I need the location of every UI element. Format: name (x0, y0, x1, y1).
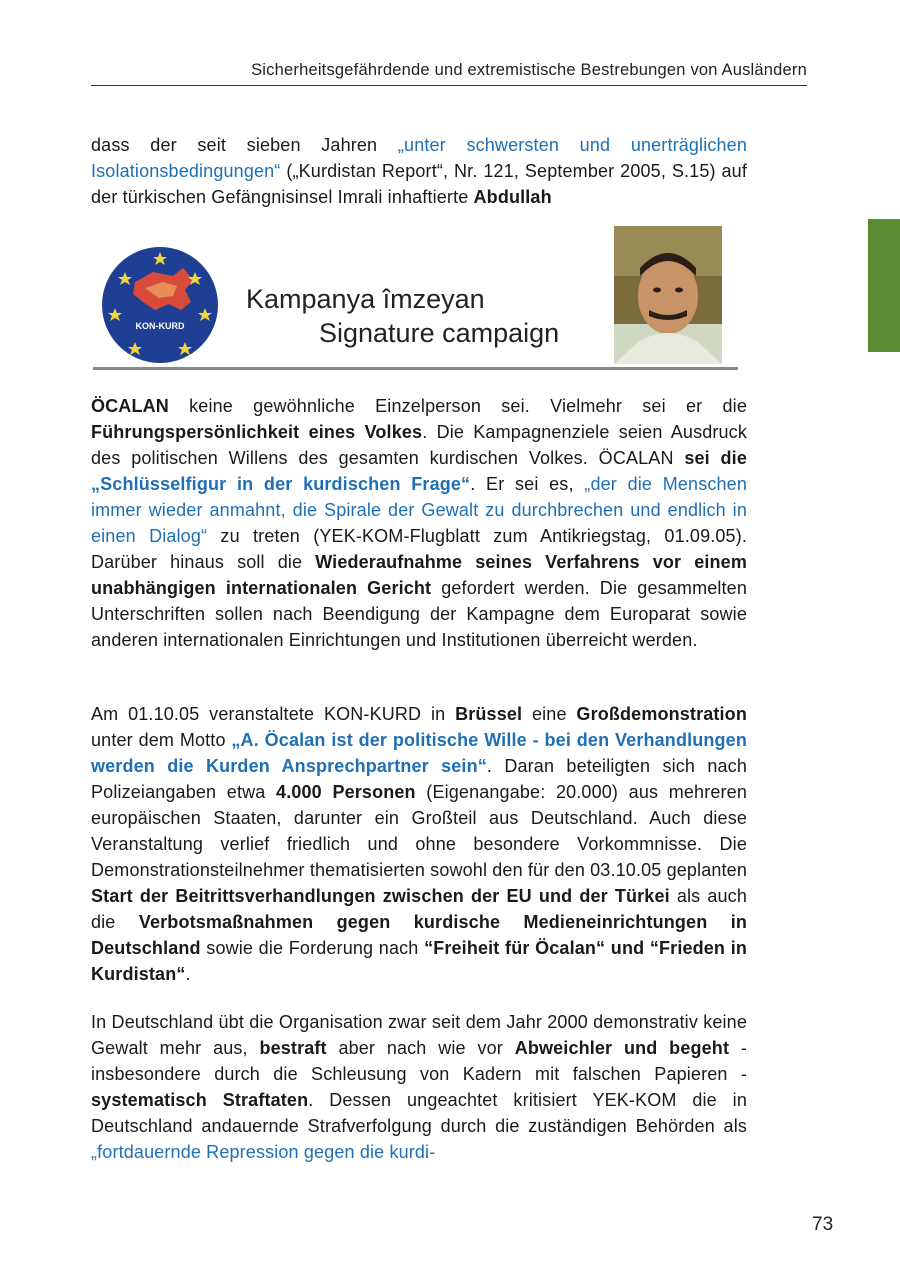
text-run: unter dem Motto (91, 730, 232, 750)
text-run: (Eigenangabe: 20.000) aus mehreren europäischen Staaten, darunter ein Großteil aus Deutschland. Auch diese Veranstaltung verlief friedlich und ohne besondere Vorkommnisse. Die Demonstrationsteilnehmer thematisierten sowohl den für den 03.10.05 geplanten (91, 782, 747, 880)
banner-line-2: Signature campaign (319, 318, 560, 348)
paragraph-4 (91, 1009, 747, 1165)
portrait-photo (614, 226, 722, 364)
text-run: eine (522, 704, 577, 724)
text-run: . Dessen ungeachtet kritisiert YEK-KOM die in Deutschland andauernde Strafverfolgung durch die zuständigen Behörden als (91, 1090, 747, 1136)
text-run: . Die Kampagnenziele seien Ausdruck des politischen Willens des gesamten kurdischen Volkes. ÖCALAN (91, 422, 747, 468)
text-run: („Kurdistan Report“, Nr. 121, September 2005, S.15) auf der türkischen Gefängnisinsel Imrali inhaftierte (91, 161, 747, 207)
bold-run: systematisch Straftaten (91, 1090, 309, 1110)
text-run: gefordert werden. Die gesammelten Unterschriften sollen nach Beendigung der Kampagne dem Europarat sowie anderen internationalen Einrichtungen und Institutionen überreicht werden. (91, 578, 747, 650)
paragraph-1 (91, 132, 747, 210)
bold-run: Start der Beitrittsverhandlungen zwischen der EU und der Türkei (91, 886, 670, 906)
text-run: . (185, 964, 191, 984)
bold-run: bestraft (259, 1038, 327, 1058)
bold-quote-run: „A. Öcalan ist der politische Wille - bei den Verhandlungen werden die Kurden Ansprechpartner sein“ (91, 730, 747, 776)
logo-text: KON-KURD (135, 321, 185, 331)
running-title: Sicherheitsgefährdende und extremistische Bestrebungen von Ausländern (251, 61, 807, 79)
banner-line-1: Kampanya îmzeyan (246, 284, 485, 314)
quote-run: „der die Menschen immer wieder anmahnt, die Spirale der Gewalt zu durchbrechen und endlich in einen Dialog“ (91, 474, 747, 546)
chapter-tab-marker (868, 219, 900, 352)
paragraph-2 (91, 393, 747, 653)
bold-run: Verbotsmaßnahmen gegen kurdische Medieneinrichtungen in Deutschland (91, 912, 747, 958)
bold-run: Wiederaufnahme seines Verfahrens vor einem unabhängigen internationalen Gericht (91, 552, 747, 598)
bold-run: Abdullah (473, 187, 552, 207)
kon-kurd-logo (102, 247, 218, 363)
text-run: zu treten (YEK-KOM-Flugblatt zum Antikriegstag, 01.09.05). Darüber hinaus soll die (91, 526, 747, 572)
quote-run: „fortdauernde Repression gegen die kurdi- (91, 1142, 436, 1162)
banner-graphic (93, 224, 738, 372)
paragraph-3 (91, 701, 747, 987)
text-run: Am 01.10.05 veranstaltete KON-KURD in (91, 704, 456, 724)
quote-run: „unter schwersten und unerträglichen Isolationsbedingungen“ (91, 135, 747, 181)
bold-run: Brüssel (455, 704, 523, 724)
bold-run: “Freiheit für Öcalan“ und “Frieden in Kurdistan“ (91, 938, 747, 984)
bold-run: Führungspersönlichkeit eines Volkes (91, 422, 423, 442)
signature-campaign-banner (93, 224, 738, 372)
text-run: - insbesondere durch die Schleusung von Kadern mit falschen Papieren - (91, 1038, 748, 1084)
text-run: . Er sei es, (470, 474, 585, 494)
bold-quote-run: „Schlüsselfigur in der kurdischen Frage“ (91, 474, 471, 494)
bold-run: Abweichler und begeht (514, 1038, 730, 1058)
text-run: In Deutschland übt die Organisation zwar seit dem Jahr 2000 demonstrativ keine Gewalt mehr aus, (91, 1012, 747, 1058)
text-run: keine gewöhnliche Einzelperson sei. Vielmehr sei er die (168, 396, 747, 416)
text-run: als auch die (91, 886, 747, 932)
bold-run: 4.000 Personen (276, 782, 416, 802)
text-run: dass der seit sieben Jahren (91, 135, 398, 155)
page-number: 73 (812, 1214, 834, 1235)
text-run: sowie die Forderung nach (200, 938, 425, 958)
running-header (91, 58, 807, 86)
text-run: . Daran beteiligten sich nach Polizeiangaben etwa (91, 756, 747, 802)
bold-run: ÖCALAN (91, 396, 169, 416)
bold-run: Großdemonstration (576, 704, 747, 724)
text-run: aber nach wie vor (326, 1038, 515, 1058)
bold-run: sei die (684, 448, 747, 468)
